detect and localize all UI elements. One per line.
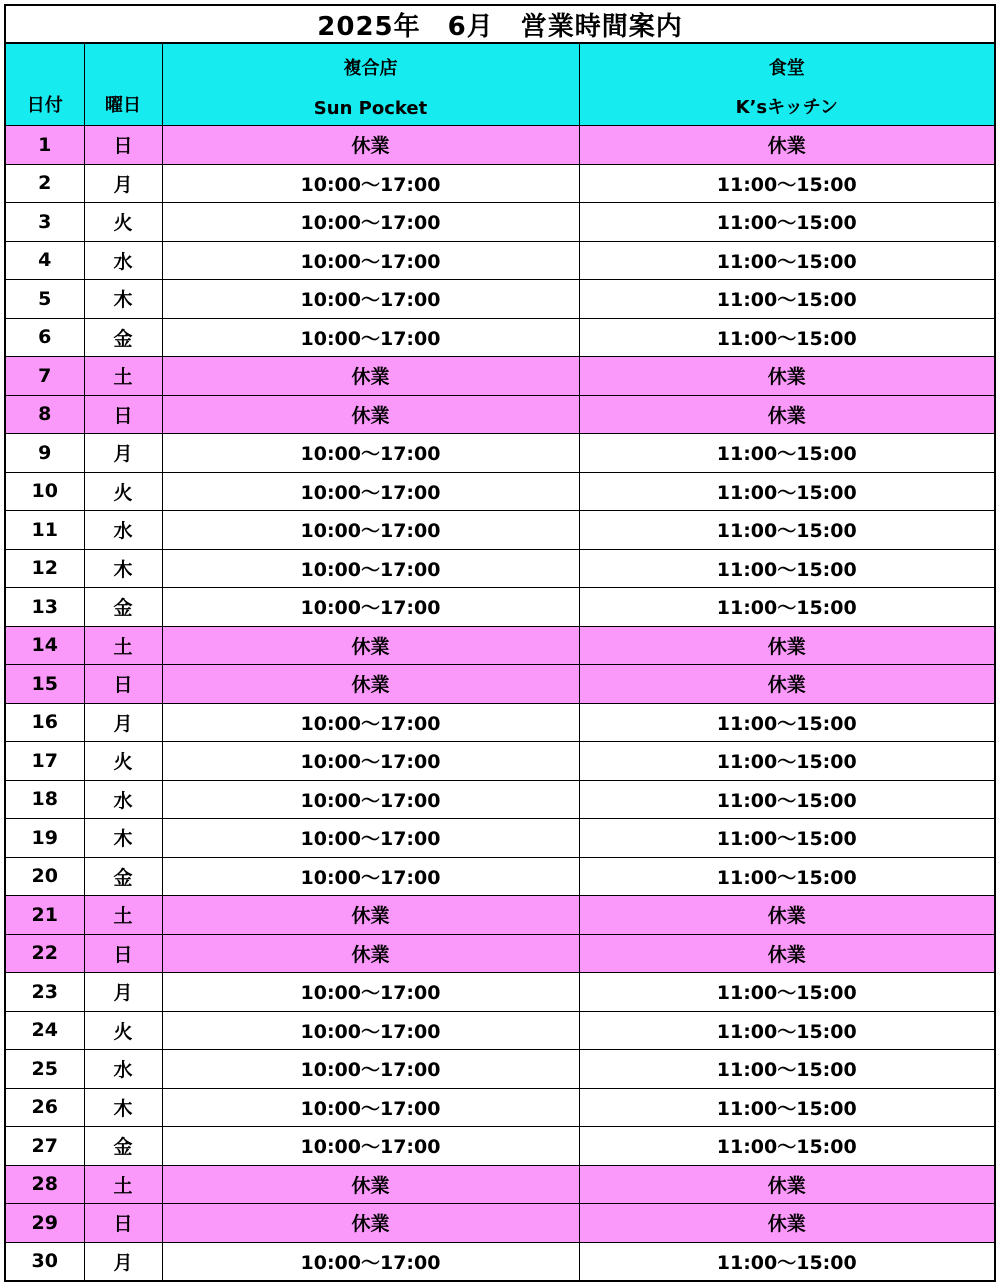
cell-weekday: 火	[84, 472, 162, 511]
cell-shop-hours: 10:00〜17:00	[162, 318, 579, 357]
table-row	[6, 973, 994, 1012]
cell-date: 13	[6, 588, 84, 627]
table-row	[6, 1127, 994, 1166]
header-cafeteria-name: 食堂	[768, 58, 805, 79]
table-row	[6, 1011, 994, 1050]
table-row	[6, 395, 994, 434]
cell-weekday: 日	[84, 395, 162, 434]
cell-weekday: 月	[84, 973, 162, 1012]
header-weekday: 曜日	[84, 44, 162, 126]
cell-shop-hours: 10:00〜17:00	[162, 1011, 579, 1050]
cell-date: 19	[6, 819, 84, 858]
cell-cafeteria-hours: 11:00〜15:00	[579, 164, 994, 203]
table-row	[6, 896, 994, 935]
cell-shop-hours: 10:00〜17:00	[162, 742, 579, 781]
header-cafeteria	[579, 44, 994, 126]
cell-date: 23	[6, 973, 84, 1012]
cell-shop-hours: 10:00〜17:00	[162, 703, 579, 742]
header-shop	[162, 44, 579, 126]
table-row	[6, 318, 994, 357]
cell-shop-hours: 10:00〜17:00	[162, 280, 579, 319]
table-row	[6, 357, 994, 396]
table-row	[6, 1088, 994, 1127]
table-body	[6, 126, 994, 1281]
table-row	[6, 742, 994, 781]
cell-shop-hours: 休業	[162, 1204, 579, 1243]
cell-shop-hours: 10:00〜17:00	[162, 203, 579, 242]
cell-weekday: 月	[84, 703, 162, 742]
cell-date: 14	[6, 626, 84, 665]
cell-date: 30	[6, 1242, 84, 1280]
cell-date: 3	[6, 203, 84, 242]
cell-shop-hours: 10:00〜17:00	[162, 241, 579, 280]
table-row	[6, 280, 994, 319]
cell-shop-hours: 10:00〜17:00	[162, 1242, 579, 1280]
table-row	[6, 1204, 994, 1243]
page-title: 2025年 6月 営業時間案内	[6, 6, 994, 44]
cell-cafeteria-hours: 11:00〜15:00	[579, 549, 994, 588]
cell-shop-hours: 10:00〜17:00	[162, 472, 579, 511]
cell-weekday: 火	[84, 203, 162, 242]
cell-shop-hours: 10:00〜17:00	[162, 1127, 579, 1166]
cell-date: 20	[6, 857, 84, 896]
header-date: 日付	[6, 44, 84, 126]
cell-shop-hours: 休業	[162, 626, 579, 665]
cell-weekday: 火	[84, 1011, 162, 1050]
table-row	[6, 703, 994, 742]
table-row	[6, 434, 994, 473]
cell-cafeteria-hours: 11:00〜15:00	[579, 780, 994, 819]
cell-cafeteria-hours: 11:00〜15:00	[579, 1242, 994, 1280]
cell-cafeteria-hours: 11:00〜15:00	[579, 973, 994, 1012]
cell-date: 5	[6, 280, 84, 319]
cell-date: 16	[6, 703, 84, 742]
cell-weekday: 日	[84, 1204, 162, 1243]
cell-cafeteria-hours: 11:00〜15:00	[579, 1050, 994, 1089]
cell-shop-hours: 休業	[162, 1165, 579, 1204]
cell-cafeteria-hours: 11:00〜15:00	[579, 819, 994, 858]
cell-shop-hours: 10:00〜17:00	[162, 549, 579, 588]
cell-shop-hours: 10:00〜17:00	[162, 434, 579, 473]
table-row	[6, 164, 994, 203]
cell-cafeteria-hours: 休業	[579, 1165, 994, 1204]
cell-weekday: 木	[84, 280, 162, 319]
cell-date: 22	[6, 934, 84, 973]
cell-weekday: 土	[84, 1165, 162, 1204]
cell-weekday: 金	[84, 1127, 162, 1166]
schedule-sheet	[4, 4, 996, 1282]
cell-date: 10	[6, 472, 84, 511]
cell-date: 15	[6, 665, 84, 704]
cell-cafeteria-hours: 11:00〜15:00	[579, 1011, 994, 1050]
header-shop-sub: Sun Pocket	[313, 98, 428, 119]
cell-cafeteria-hours: 11:00〜15:00	[579, 588, 994, 627]
table-row	[6, 549, 994, 588]
cell-date: 24	[6, 1011, 84, 1050]
cell-weekday: 月	[84, 434, 162, 473]
cell-date: 12	[6, 549, 84, 588]
cell-cafeteria-hours: 11:00〜15:00	[579, 241, 994, 280]
table-row	[6, 665, 994, 704]
cell-weekday: 木	[84, 1088, 162, 1127]
table-header-row	[6, 44, 994, 126]
cell-shop-hours: 休業	[162, 395, 579, 434]
header-shop-name: 複合店	[343, 58, 398, 79]
cell-weekday: 日	[84, 126, 162, 165]
cell-date: 27	[6, 1127, 84, 1166]
table-row	[6, 1242, 994, 1280]
cell-weekday: 木	[84, 549, 162, 588]
cell-cafeteria-hours: 休業	[579, 626, 994, 665]
cell-shop-hours: 10:00〜17:00	[162, 588, 579, 627]
header-cafeteria-sub: K’sキッチン	[735, 97, 838, 118]
table-row	[6, 934, 994, 973]
cell-cafeteria-hours: 休業	[579, 357, 994, 396]
cell-weekday: 日	[84, 665, 162, 704]
cell-weekday: 月	[84, 164, 162, 203]
cell-shop-hours: 10:00〜17:00	[162, 857, 579, 896]
cell-date: 9	[6, 434, 84, 473]
cell-date: 4	[6, 241, 84, 280]
cell-date: 8	[6, 395, 84, 434]
cell-cafeteria-hours: 11:00〜15:00	[579, 434, 994, 473]
cell-shop-hours: 10:00〜17:00	[162, 819, 579, 858]
table-row	[6, 780, 994, 819]
table-row	[6, 857, 994, 896]
cell-cafeteria-hours: 休業	[579, 126, 994, 165]
cell-weekday: 水	[84, 780, 162, 819]
cell-shop-hours: 休業	[162, 934, 579, 973]
cell-weekday: 土	[84, 626, 162, 665]
cell-weekday: 水	[84, 241, 162, 280]
cell-cafeteria-hours: 11:00〜15:00	[579, 472, 994, 511]
cell-shop-hours: 10:00〜17:00	[162, 973, 579, 1012]
table-row	[6, 203, 994, 242]
table-row	[6, 472, 994, 511]
cell-date: 18	[6, 780, 84, 819]
cell-cafeteria-hours: 11:00〜15:00	[579, 1127, 994, 1166]
cell-shop-hours: 10:00〜17:00	[162, 1050, 579, 1089]
cell-shop-hours: 休業	[162, 126, 579, 165]
cell-shop-hours: 10:00〜17:00	[162, 1088, 579, 1127]
cell-weekday: 水	[84, 1050, 162, 1089]
cell-date: 6	[6, 318, 84, 357]
cell-date: 17	[6, 742, 84, 781]
cell-shop-hours: 休業	[162, 665, 579, 704]
cell-cafeteria-hours: 休業	[579, 665, 994, 704]
cell-date: 7	[6, 357, 84, 396]
cell-weekday: 月	[84, 1242, 162, 1280]
cell-date: 11	[6, 511, 84, 550]
cell-date: 1	[6, 126, 84, 165]
cell-weekday: 金	[84, 318, 162, 357]
cell-cafeteria-hours: 休業	[579, 934, 994, 973]
cell-shop-hours: 10:00〜17:00	[162, 511, 579, 550]
cell-cafeteria-hours: 11:00〜15:00	[579, 742, 994, 781]
cell-weekday: 木	[84, 819, 162, 858]
table-row	[6, 588, 994, 627]
cell-date: 2	[6, 164, 84, 203]
cell-weekday: 土	[84, 357, 162, 396]
cell-cafeteria-hours: 11:00〜15:00	[579, 318, 994, 357]
cell-date: 26	[6, 1088, 84, 1127]
cell-cafeteria-hours: 11:00〜15:00	[579, 280, 994, 319]
cell-cafeteria-hours: 11:00〜15:00	[579, 511, 994, 550]
cell-shop-hours: 休業	[162, 357, 579, 396]
table-row	[6, 126, 994, 165]
cell-weekday: 日	[84, 934, 162, 973]
cell-cafeteria-hours: 11:00〜15:00	[579, 1088, 994, 1127]
cell-shop-hours: 10:00〜17:00	[162, 164, 579, 203]
hours-table	[6, 44, 994, 1280]
cell-cafeteria-hours: 11:00〜15:00	[579, 857, 994, 896]
cell-shop-hours: 10:00〜17:00	[162, 780, 579, 819]
cell-weekday: 土	[84, 896, 162, 935]
cell-cafeteria-hours: 休業	[579, 1204, 994, 1243]
cell-cafeteria-hours: 11:00〜15:00	[579, 203, 994, 242]
cell-date: 29	[6, 1204, 84, 1243]
table-row	[6, 1165, 994, 1204]
cell-weekday: 火	[84, 742, 162, 781]
cell-date: 25	[6, 1050, 84, 1089]
cell-date: 28	[6, 1165, 84, 1204]
table-row	[6, 1050, 994, 1089]
cell-cafeteria-hours: 休業	[579, 896, 994, 935]
table-row	[6, 626, 994, 665]
table-row	[6, 511, 994, 550]
cell-weekday: 金	[84, 588, 162, 627]
cell-cafeteria-hours: 休業	[579, 395, 994, 434]
table-row	[6, 241, 994, 280]
cell-shop-hours: 休業	[162, 896, 579, 935]
cell-weekday: 金	[84, 857, 162, 896]
cell-weekday: 水	[84, 511, 162, 550]
cell-date: 21	[6, 896, 84, 935]
table-row	[6, 819, 994, 858]
cell-cafeteria-hours: 11:00〜15:00	[579, 703, 994, 742]
